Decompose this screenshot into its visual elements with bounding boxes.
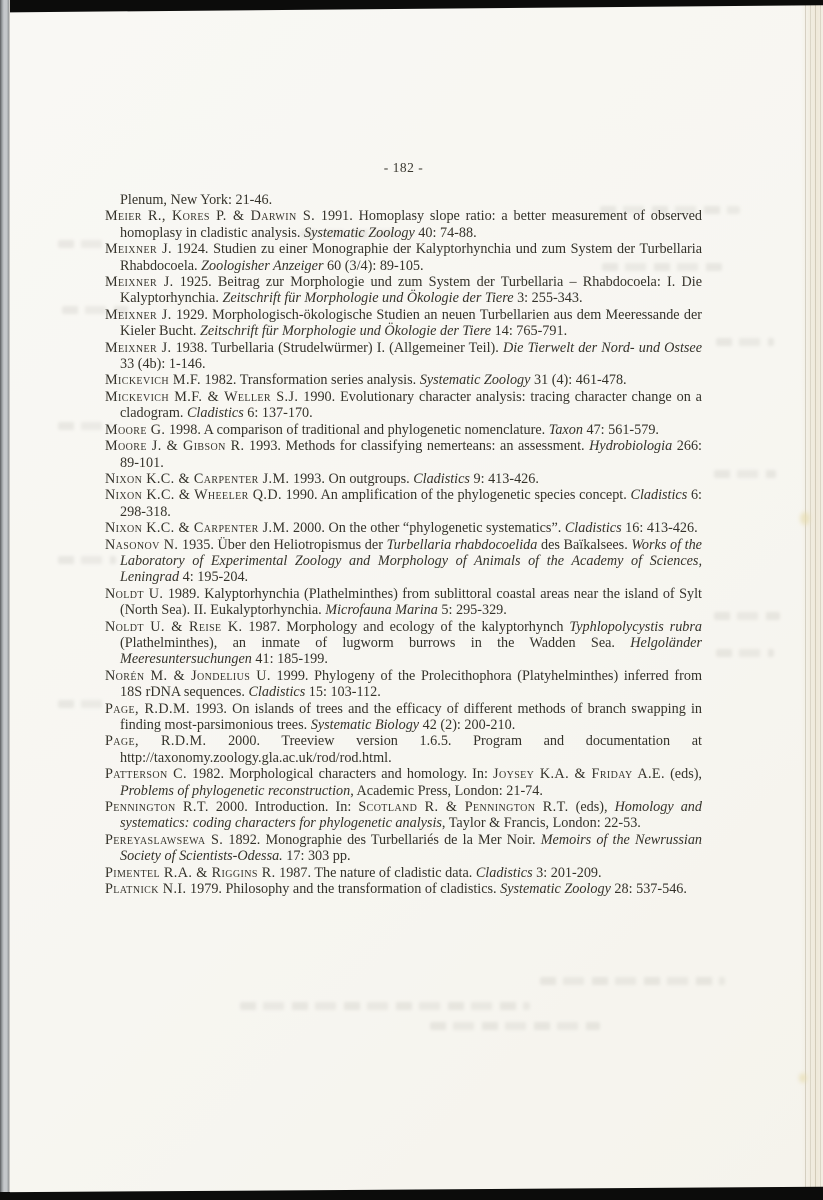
reference-text-segment: Noldt U. & Reise K.: [105, 618, 243, 635]
reference-text-segment: 40: 74-88.: [414, 224, 477, 241]
reference-text-segment: 41: 185-199.: [251, 651, 328, 668]
reference-text-segment: 1892. Monographie des Turbellariés de la Mer Noir.: [223, 831, 541, 848]
reference-text-segment: 14: 765-791.: [491, 323, 568, 340]
reference-entry: [105, 766, 702, 799]
reference-text-segment: Works of the Laboratory of Experimental Zoology and Morphology of Animals of the Academy of Sciences, Leningrad: [120, 536, 702, 586]
reference-text-segment: Cladistics: [413, 470, 470, 487]
reference-text-segment: 1989. Kalyptorhynchia (Plathelminthes) from sublittoral coastal areas near the island of Sylt (North Sea). II. Eukalyptorhynchia.: [120, 585, 702, 619]
reference-text-segment: Microfauna Marina: [325, 602, 438, 619]
reference-text-segment: 60 (3/4): 89-105.: [323, 257, 424, 274]
reference-text-segment: Taxon: [548, 421, 583, 438]
reference-entry: [105, 340, 702, 373]
reference-text-segment: 4: 195-204.: [179, 569, 249, 586]
bleed-through-artifact: [716, 338, 774, 346]
reference-text-segment: Norén M. & Jondelius U.: [105, 667, 271, 684]
reference-text-segment: Systematic Zoology: [304, 224, 415, 241]
bleed-through-artifact: [716, 649, 774, 657]
reference-text-segment: Page, R.D.M.: [105, 733, 207, 750]
reference-entry: [105, 372, 702, 388]
reference-entry: [105, 733, 702, 766]
reference-text-segment: 17: 303 pp.: [282, 848, 351, 865]
reference-text-segment: 1990. Evolutionary character analysis: tracing character change on a cladogram.: [120, 388, 702, 422]
reference-text-segment: 1987. Morphology and ecology of the kalyptorhynch: [242, 618, 570, 635]
left-page-edge: [0, 0, 10, 1192]
reference-text-segment: 47: 561-579.: [582, 421, 659, 438]
stain-spot: [799, 1073, 807, 1083]
reference-text-segment: Zeitschrift für Morphologie und Ökologie der Tiere: [199, 323, 492, 340]
references-list: [105, 192, 702, 897]
reference-entry: [105, 389, 702, 422]
reference-text-segment: Cladistics: [630, 487, 688, 504]
reference-text-segment: Nixon K.C. & Carpenter J.M.: [105, 520, 290, 537]
reference-text-segment: Cladistics: [186, 405, 244, 422]
reference-text-segment: 33 (4b): 1-146.: [120, 356, 206, 373]
bleed-through-artifact: [540, 977, 725, 985]
reference-text-segment: (eds),: [568, 799, 615, 816]
reference-text-segment: 6: 137-170.: [243, 405, 313, 422]
reference-text-segment: Nasonov N.: [105, 536, 179, 553]
reference-text-segment: Zoologisher Anzeiger: [201, 257, 324, 274]
reference-text-segment: 3: 201-209.: [532, 864, 602, 881]
reference-text-segment: Nixon K.C. & Carpenter J.M.: [105, 470, 290, 487]
reference-text-segment: Mickevich M.F.: [105, 372, 201, 389]
reference-text-segment: 1982. Transformation series analysis.: [201, 372, 420, 389]
reference-text-segment: Pennington R.T.: [105, 799, 209, 816]
reference-text-segment: 28: 537-546.: [610, 881, 687, 898]
reference-text-segment: 1999. Phylogeny of the Prolecithophora (Platyhelminthes) inferred from 18S rDNA sequences.: [120, 667, 702, 701]
reference-text-segment: (Plathelminthes), an inmate of lugworm burrows in the Wadden Sea.: [120, 634, 631, 651]
stain-spot: [800, 512, 810, 525]
reference-text-segment: 1979. Philosophy and the transformation of cladistics.: [186, 881, 501, 898]
reference-text-segment: Typhlopolycystis rubra: [569, 618, 702, 635]
bleed-through-artifact: [58, 700, 110, 708]
reference-text-segment: Systematic Zoology: [500, 881, 611, 898]
page-number: - 182 -: [383, 160, 424, 175]
reference-text-segment: 2000. Introduction. In:: [208, 799, 359, 816]
reference-text-segment: 1982. Morphological characters and homology. In:: [186, 766, 494, 783]
reference-text-segment: 3: 255-343.: [513, 290, 583, 307]
reference-text-segment: Mickevich M.F. & Weller S.J.: [105, 388, 299, 405]
reference-text-segment: , Taylor & Francis, London: 22-53.: [441, 815, 641, 832]
reference-text-segment: 42 (2): 200-210.: [419, 717, 516, 733]
reference-text-segment: Zeitschrift für Morphologie und Ökologie der Tiere: [222, 290, 514, 307]
reference-text-segment: Homology and systematics: coding characters for phylogenetic analysis: [120, 799, 702, 832]
reference-text-segment: Patterson C.: [105, 766, 187, 783]
reference-text-segment: 2000. Treeview version 1.6.5. Program and documentation at http://taxonomy.zoology.gla.ac.uk/rod/rod.html.: [120, 733, 702, 766]
reference-entry: [105, 241, 702, 274]
reference-text-segment: 1987. The nature of cladistic data.: [275, 864, 476, 881]
reference-text-segment: Meixner J.: [105, 274, 174, 291]
reference-text-segment: Hydrobiologia: [589, 438, 673, 455]
bleed-through-artifact: [240, 1002, 530, 1010]
reference-text-segment: Platnick N.I.: [105, 881, 187, 898]
reference-entry: [105, 208, 702, 241]
reference-entry: [105, 274, 702, 307]
reference-text-segment: 1990. An amplification of the phylogenetic species concept.: [281, 487, 631, 504]
reference-entry: [105, 586, 702, 619]
reference-text-segment: Meixner J.: [105, 241, 172, 258]
reference-text-segment: 5: 295-329.: [437, 602, 507, 619]
reference-text-segment: 1935. Über den Heliotropismus der: [178, 536, 387, 553]
reference-entry: [105, 865, 702, 881]
reference-text-segment: Moore G.: [105, 421, 166, 438]
reference-text-segment: 1938. Turbellaria (Strudelwürmer) I. (Allgemeiner Teil).: [171, 339, 503, 356]
reference-text-segment: Page, R.D.M.: [105, 700, 190, 717]
reference-entry: [105, 520, 702, 536]
reference-text-segment: Plenum, New York: 21-46.: [120, 192, 273, 208]
reference-entry: [105, 668, 702, 701]
reference-text-segment: Cladistics: [564, 520, 622, 537]
reference-text-segment: 1993. Methods for classifying nemerteans: an assessment.: [244, 438, 590, 455]
reference-text-segment: Noldt U.: [105, 585, 164, 602]
reference-text-segment: Joysey K.A. & Friday A.E.: [493, 766, 665, 783]
reference-text-segment: Meier R., Kores P. & Darwin S.: [105, 208, 316, 225]
reference-text-segment: 1993. On islands of trees and the efficacy of different methods of branch swapping in finding most-parsimonious trees.: [120, 700, 702, 733]
right-page-curl: [801, 5, 823, 1188]
reference-text-segment: Problems of phylogenetic reconstruction: [120, 782, 351, 799]
reference-text-segment: Meixner J.: [105, 306, 172, 323]
reference-text-segment: 2000. On the other “phylogenetic systematics”.: [289, 520, 565, 537]
reference-text-segment: Turbellaria rhabdocoelida: [386, 536, 538, 553]
reference-text-segment: 1925. Beitrag zur Morphologie und zum System der Turbellaria – Rhabdocoela: I. Die Kalyptorhynchia.: [120, 274, 702, 307]
reference-text-segment: 6: 298-318.: [120, 487, 702, 520]
reference-text-segment: 266: 89-101.: [120, 438, 702, 471]
reference-text-segment: Systematic Zoology: [419, 372, 531, 389]
reference-entry: [105, 422, 702, 438]
reference-text-segment: Cladistics: [248, 684, 306, 701]
reference-text-segment: Nixon K.C. & Wheeler Q.D.: [105, 487, 282, 504]
reference-text-segment: 16: 413-426.: [621, 520, 698, 537]
reference-entry: [105, 881, 702, 897]
reference-entry: [105, 832, 702, 865]
reference-entry: [105, 487, 702, 520]
reference-entry: [105, 307, 702, 340]
reference-entry: [105, 192, 702, 208]
reference-entry: [105, 438, 702, 471]
bleed-through-artifact: [58, 240, 110, 248]
reference-text-segment: Meixner J.: [105, 339, 172, 356]
reference-text-segment: Scotland R. & Pennington R.T.: [358, 799, 569, 816]
reference-entry: [105, 619, 702, 668]
reference-text-segment: Pereyaslawsewa S.: [105, 831, 224, 848]
reference-text-segment: Pimentel R.A. & Riggins R.: [105, 864, 276, 881]
reference-entry: [105, 537, 702, 586]
reference-text-segment: Memoirs of the Newrussian Society of Scientists-Odessa.: [120, 831, 703, 865]
reference-text-segment: Die Tierwelt der Nord- und Ostsee: [502, 339, 703, 356]
reference-text-segment: 1993. On outgroups.: [289, 470, 414, 487]
reference-text-segment: 9: 413-426.: [469, 470, 539, 487]
reference-text-segment: 1991. Homoplasy slope ratio: a better measurement of observed homoplasy in cladistic analysis.: [120, 208, 702, 241]
reference-text-segment: (eds),: [664, 766, 702, 783]
reference-entry: [105, 799, 702, 832]
reference-entry: [105, 701, 702, 734]
reference-text-segment: Helgoländer Meeresuntersuchungen: [120, 634, 702, 668]
reference-text-segment: Systematic Biology: [310, 717, 420, 733]
reference-entry: [105, 471, 702, 487]
reference-text-segment: , Academic Press, London: 21-74.: [350, 782, 543, 799]
bleed-through-artifact: [58, 422, 112, 430]
reference-text-segment: 31 (4): 461-478.: [530, 372, 627, 389]
reference-text-segment: 1998. A comparison of traditional and phylogenetic nomenclature.: [165, 421, 549, 438]
bleed-through-artifact: [430, 1022, 600, 1030]
reference-text-segment: Cladistics: [475, 864, 533, 881]
reference-text-segment: 1924. Studien zu einer Monographie der Kalyptorhynchia und zum System der Turbellaria Rhabdocoela.: [120, 241, 702, 274]
reference-text-segment: 15: 103-112.: [305, 684, 381, 701]
bleed-through-artifact: [714, 612, 780, 620]
bleed-through-artifact: [714, 470, 776, 478]
reference-text-segment: Moore J. & Gibson R.: [105, 438, 245, 455]
reference-text-segment: 1929. Morphologisch-ökologische Studien an neuen Turbellarien aus dem Meeressande der Kieler Bucht.: [120, 306, 702, 340]
reference-text-segment: des Baïkalsees.: [537, 536, 632, 553]
